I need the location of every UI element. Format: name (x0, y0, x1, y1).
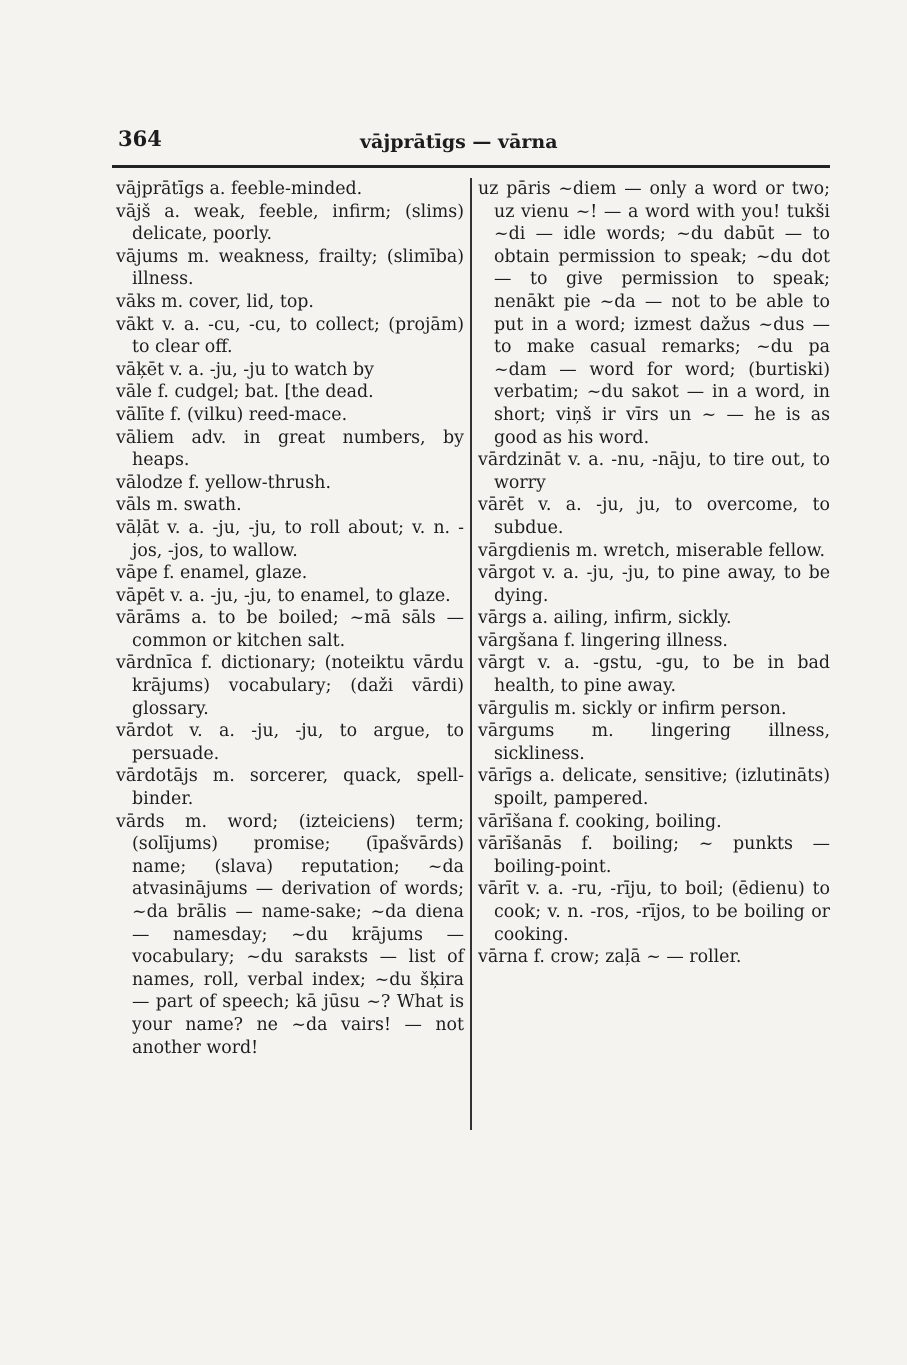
dictionary-entry: vārgdienis m. wretch, miserable fellow. (478, 540, 825, 561)
header-rule (112, 165, 830, 168)
column-divider (470, 178, 472, 1130)
dictionary-entry: vārdzināt v. a. -nu, -nāju, to tire out, to worry (478, 450, 830, 493)
dictionary-entry: vākt v. a. -cu, -cu, to collect; (projām) to clear off. (116, 314, 464, 358)
dictionary-entry: vārēt v. a. -ju, ju, to overcome, to subdue. (478, 495, 830, 538)
dictionary-entry: vārgt v. a. -gstu, -gu, to be in bad health, to pine away. (478, 653, 830, 697)
dictionary-entry: vārgums m. lingering illness, sickliness. (478, 721, 830, 764)
dictionary-entry: vāpēt v. a. -ju, -ju, to enamel, to glaze. (116, 585, 451, 606)
dictionary-entry: vāliem adv. in great numbers, by heaps. (116, 427, 464, 471)
dictionary-entry: vārgs a. ailing, infirm, sickly. (478, 608, 732, 629)
dictionary-entry: vārna f. crow; zaļā ~ — roller. (478, 947, 742, 968)
dictionary-entry: vārgulis m. sickly or infirm person. (478, 698, 787, 719)
left-column (116, 178, 464, 1059)
dictionary-entry: vārīšanās f. boiling; ~ punkts — boiling-point. (478, 834, 830, 877)
dictionary-entry: vālīte f. (vilku) reed-mace. (116, 404, 348, 425)
dictionary-entry: vārgot v. a. -ju, -ju, to pine away, to be dying. (478, 563, 830, 606)
right-column (478, 178, 830, 969)
dictionary-entry: uz pāris ~diem — only a word or two; uz vienu ~! — a word with you! tukši ~di — idle words; ~du dabūt — to obtain permission to speak; ~du dot — to give permission to speak; nenākt pie ~da — not to be able to put in a word; izmest dažus ~dus — to make casual remarks; ~du pa ~dam — word for word; (burtiski) verbatim; ~du sakot — in a word, in short; viņš ir vīrs un ~ — he is as good as his word. (478, 179, 830, 448)
dictionary-entry: vālodze f. yellow-thrush. (116, 472, 332, 493)
dictionary-entry: vārds m. word; (izteiciens) term; (solījums) promise; (īpašvārds) name; (slava) reputation; ~da atvasinājums — derivation of words; ~da brālis — name-sake; ~da diena — namesday; ~du krājums — vocabulary; ~du saraksts — list of names, roll, verbal index; ~du šķira — part of speech; kā jūsu ~? What is your name? ne ~da vairs! — not another word! (116, 811, 464, 1058)
dictionary-entry: vāpe f. enamel, glaze. (116, 563, 308, 584)
dictionary-entry: vāle f. cudgel; bat. [the dead. (116, 382, 374, 403)
dictionary-entry: vārāms a. to be boiled; ~mā sāls — common or kitchen salt. (116, 608, 464, 651)
dictionary-entry: vāķēt v. a. -ju, -ju to watch by (116, 359, 374, 380)
dictionary-entry: vājprātīgs a. feeble-minded. (116, 179, 363, 199)
dictionary-entry: vārdnīca f. dictionary; (noteiktu vārdu krājums) vocabulary; (daži vārdi) glossary. (116, 653, 464, 719)
page-number: 364 (118, 126, 162, 151)
dictionary-entry: vārīgs a. delicate, sensitive; (izlutināts) spoilt, pampered. (478, 766, 830, 810)
dictionary-entry: vārgšana f. lingering illness. (478, 630, 728, 651)
dictionary-entry: vārīt v. a. -ru, -rīju, to boil; (ēdienu) to cook; v. n. -ros, -rījos, to be boiling or cooking. (478, 879, 830, 945)
running-head: vājprātīgs — vārna (360, 131, 558, 153)
dictionary-entry: vāls m. swath. (116, 495, 242, 516)
dictionary-entry: vāļāt v. a. -ju, -ju, to roll about; v. n. -jos, -jos, to wallow. (116, 517, 464, 561)
dictionary-entry: vājš a. weak, feeble, infirm; (slims) delicate, poorly. (116, 201, 464, 245)
dictionary-entry: vārdotājs m. sorcerer, quack, spell-binder. (116, 766, 464, 810)
dictionary-entry: vājums m. weakness, frailty; (slimība) illness. (116, 246, 464, 290)
dictionary-entry: vārdot v. a. -ju, -ju, to argue, to persuade. (116, 721, 464, 764)
dictionary-entry: vārīšana f. cooking, boiling. (478, 811, 722, 832)
dictionary-entry: vāks m. cover, lid, top. (116, 291, 314, 312)
